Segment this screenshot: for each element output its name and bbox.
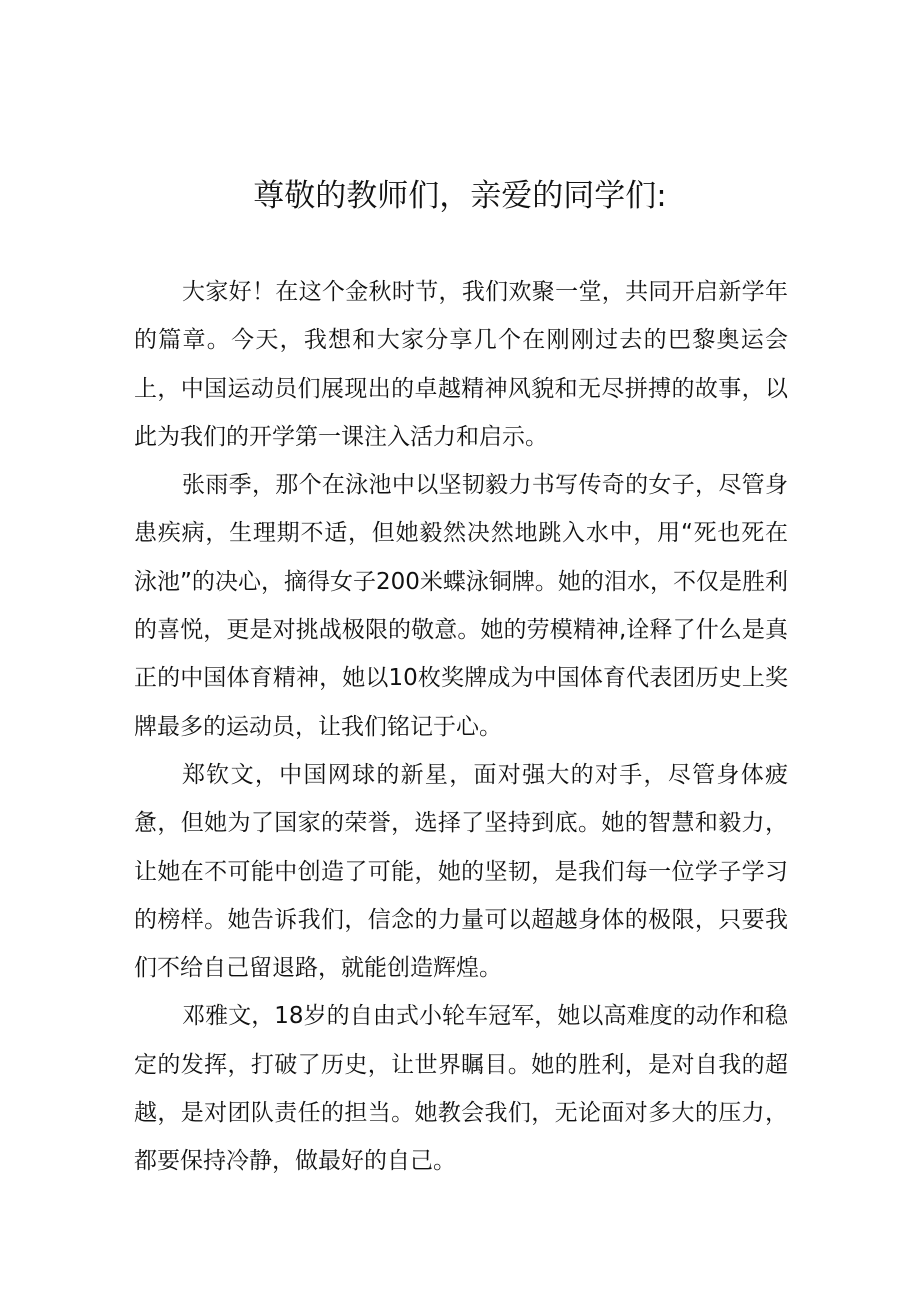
paragraph-zheng-qinwen: 郑钦文，中国网球的新星，面对强大的对手，尽管身体疲惫，但她为了国家的荣誉，选择了坚持到底。她的智慧和毅力，让她在不可能中创造了可能，她的坚韧，是我们每一位学子学习的榜样。她告诉我们，信念的力量可以超越身体的极限，只要我们不给自己留退路，就能创造辉煌。: [134, 761, 788, 982]
paragraph-deng-yawen: 邓雅文，18岁的自由式小轮车冠军，她以高难度的动作和稳定的发挥，打破了历史，让世界瞩目。她的胜利，是对自我的超越，是对团队责任的担当。她教会我们，无论面对多大的压力，都要保持冷静，做最好的自己。: [134, 1003, 788, 1175]
page-title: 尊敬的教师们，亲爱的同学们:: [253, 178, 667, 214]
paragraph-zhang-yuji: 张雨季，那个在泳池中以坚韧毅力书写传奇的女子，尽管身患疾病，生理期不适，但她毅然决然地跳入水中，用“死也死在泳池”的决心，摘得女子200米蝶泳铜牌。她的泪水，不仅是胜利的喜悦，更是对挑战极限的敬意。她的劳模精神,诠释了什么是真正的中国体育精神，她以10枚奖牌成为中国体育代表团历史上奖牌最多的运动员，让我们铭记于心。: [134, 472, 788, 740]
document-body: [134, 268, 788, 1186]
paragraph-greeting: 大家好！在这个金秋时节，我们欢聚一堂，共同开启新学年的篇章。今天，我想和大家分享几个在刚刚过去的巴黎奥运会上，中国运动员们展现出的卓越精神风貌和无尽拼搏的故事，以此为我们的开学第一课注入活力和启示。: [134, 279, 788, 450]
